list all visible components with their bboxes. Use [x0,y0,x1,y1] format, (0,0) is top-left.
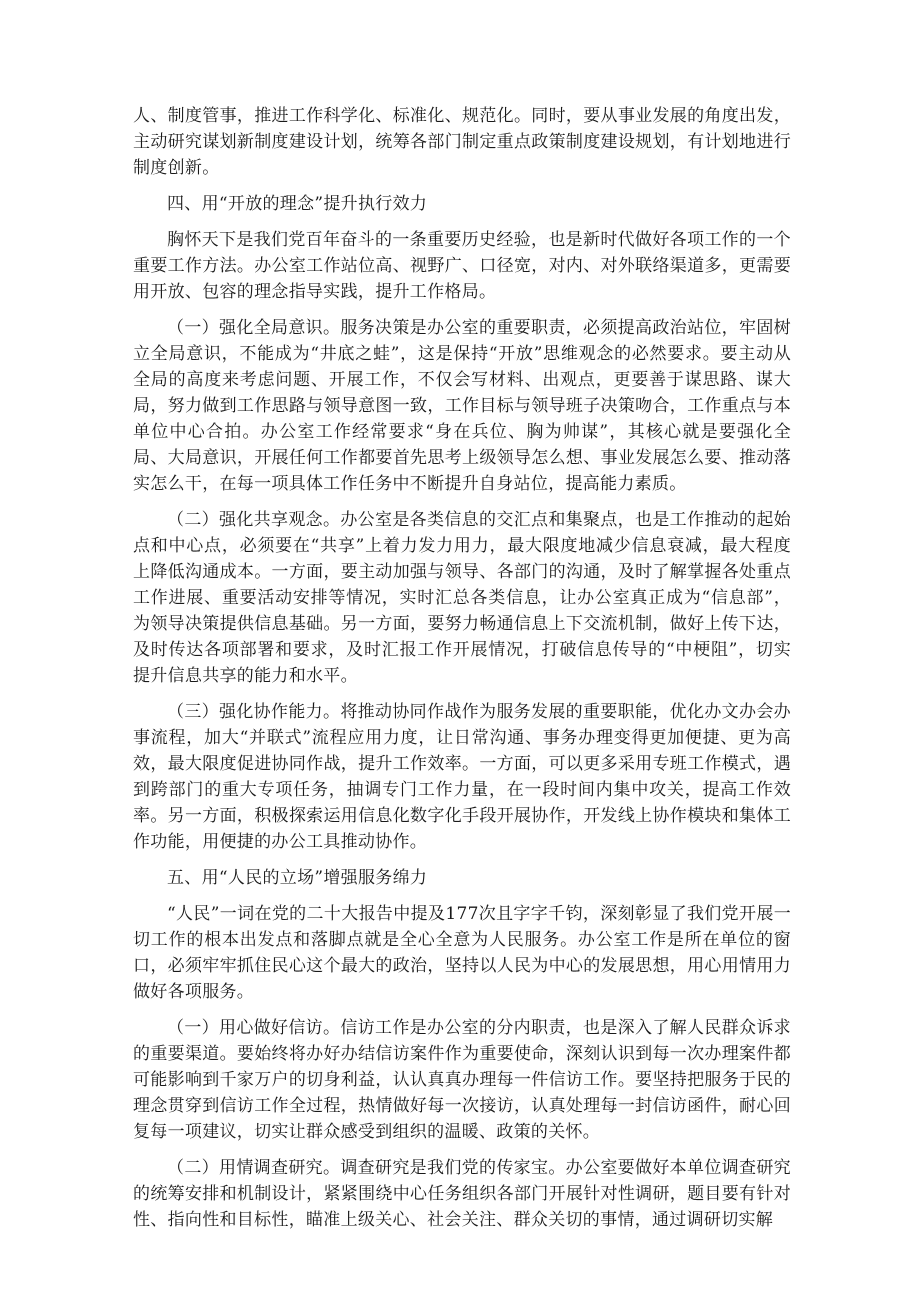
section-heading-5: 五、用“人民的立场”增强服务绵力 [167,868,428,888]
section-heading-4: 四、用“开放的理念”提升执行效力 [167,194,428,214]
paragraph-section5-intro: “人民”一词在党的二十大报告中提及177次且字字千钧，深刻彰显了我们党开展一切工作的根本出发点和落脚点就是全心全意为人民服务。办公室工作是所在单位的窗口，必须牢牢抓住民心这个最大的政治，坚持以人民为中心的发展思想，用心用情用力做好各项服务。 [133,904,791,1002]
paragraph-petitions: （一）用心做好信访。信访工作是办公室的分内职责，也是深入了解人民群众诉求的重要渠道。要始终将办好办结信访案件作为重要使命，深刻认识到每一次办理案件都可能影响到千家万户的切身利益，认认真真办理每一件信访工作。要坚持把服务于民的理念贯穿到信访工作全过程，热情做好每一次接访，认真处理每一封信访函件，耐心回复每一项建议，切实让群众感受到组织的温暖、政策的关怀。 [133,1018,791,1142]
paragraph-sharing-concept: （二）强化共享观念。办公室是各类信息的交汇点和集聚点，也是工作推动的起始点和中心点，必须要在“共享”上着力发力用力，最大限度地减少信息衰减，最大程度上降低沟通成本。一方面，要主动加强与领导、各部门的沟通，及时了解掌握各处重点工作进展、重要活动安排等情况，实时汇总各类信息，让办公室真正成为“信息部”，为领导决策提供信息基础。另一方面，要努力畅通信息上下交流机制，做好上传下达，及时传达各项部署和要求，及时汇报工作开展情况，打破信息传导的“中梗阻”，切实提升信息共享的能力和水平。 [133,510,791,686]
paragraph-collaboration: （三）强化协作能力。将推动协同作战作为服务发展的重要职能，优化办文办会办事流程，加大“并联式”流程应用力度，让日常沟通、事务办理变得更加便捷、更为高效，最大限度促进协同作战，提升工作效率。一方面，可以更多采用专班工作模式，遇到跨部门的重大专项任务，抽调专门工作力量，在一段时间内集中攻关，提高工作效率。另一方面，积极探索运用信息化数字化手段开展协作，开发线上协作模块和集体工作功能，用便捷的办公工具推动协作。 [133,702,791,852]
document-body [133,103,791,1243]
paragraph-global-awareness: （一）强化全局意识。服务决策是办公室的重要职责，必须提高政治站位，牢固树立全局意识，不能成为“井底之蛙”，这是保持“开放”思维观念的必然要求。要主动从全局的高度来考虑问题、开展工作，不仅会写材料、出观点，更要善于谋思路、谋大局，努力做到工作思路与领导意图一致，工作目标与领导班子决策吻合，工作重点与本单位中心合拍。办公室工作经常要求“身在兵位、胸为帅谋”，其核心就是要强化全局、大局意识，开展任何工作都要首先思考上级领导怎么想、事业发展怎么要、推动落实怎么干，在每一项具体工作任务中不断提升自身站位，提高能力素质。 [133,318,791,494]
paragraph-research: （二）用情调查研究。调查研究是我们党的传家宝。办公室要做好本单位调查研究的统筹安排和机制设计，紧紧围绕中心任务组织各部门开展针对性调研，题目要有针对性、指向性和目标性，瞄准上级关心、社会关注、群众关切的事情，通过调研切实解 [133,1158,791,1230]
paragraph-continued: 人、制度管事，推进工作科学化、标准化、规范化。同时，要从事业发展的角度出发，主动研究谋划新制度建设计划，统筹各部门制定重点政策制度建设规划，有计划地进行制度创新。 [133,106,791,178]
paragraph-section4-intro: 胸怀天下是我们党百年奋斗的一条重要历史经验，也是新时代做好各项工作的一个重要工作方法。办公室工作站位高、视野广、口径宽，对内、对外联络渠道多，更需要用开放、包容的理念指导实践，提升工作格局。 [133,230,791,302]
